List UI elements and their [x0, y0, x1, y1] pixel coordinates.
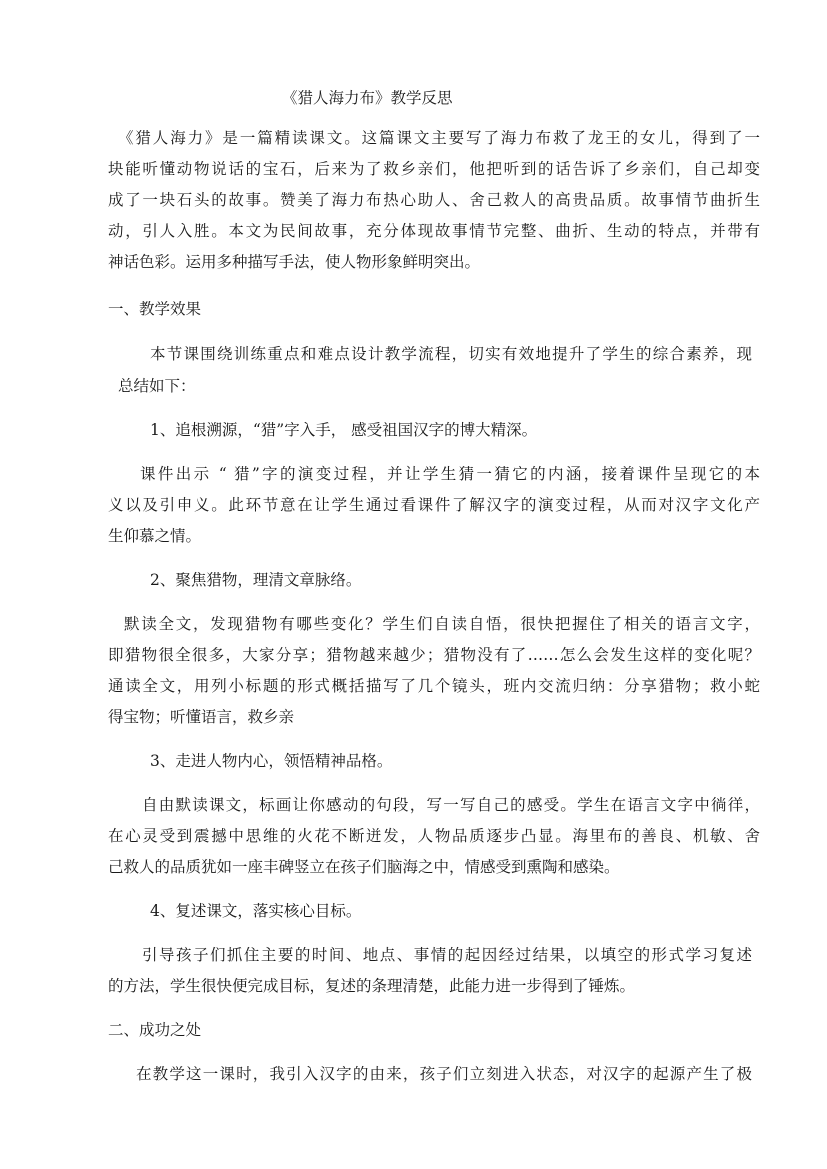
point2-body-line-4: 得宝物；听懂语言，救乡亲	[108, 708, 295, 726]
intro-line-5: 神话色彩。运用多种描写手法，使人物形象鲜明突出。	[108, 253, 481, 271]
point2-body-line-1: 默读全文，发现猎物有哪些变化？学生们自读自悟，很快把握住了相关的语言文字，	[124, 615, 760, 633]
intro-line-1: 《猎人海力》是一篇精读课文。这篇课文主要写了海力布救了龙王的女儿，得到了一	[118, 129, 760, 147]
document-title: 《猎人海力布》教学反思	[282, 89, 453, 107]
point2-body-line-3: 通读全文，用列小标题的形式概括描写了几个镜头，班内交流归纳：分享猎物；救小蛇	[108, 677, 760, 695]
point1-body-line-3: 生仰慕之情。	[108, 527, 202, 545]
point4-heading: 4、复述课文，落实核心目标。	[150, 902, 362, 920]
section1-heading: 一、教学效果	[108, 300, 202, 318]
point3-heading: 3、走进人物内心，领悟精神品格。	[150, 752, 393, 770]
intro-line-3: 成了一块石头的故事。赞美了海力布热心助人、舍己救人的高贵品质。故事情节曲折生	[108, 191, 760, 209]
section1-intro-line-1: 本节课围绕训练重点和难点设计教学流程，切实有效地提升了学生的综合素养，现	[150, 345, 752, 363]
point3-body-line-3: 己救人的品质犹如一座丰碑竖立在孩子们脑海之中，情感受到熏陶和感染。	[108, 858, 620, 876]
section1-intro-line-2: 总结如下：	[118, 377, 196, 395]
point3-body-line-1: 自由默读课文，标画让你感动的句段，写一写自己的感受。学生在语言文字中徜徉，	[142, 796, 760, 814]
point4-body-line-1: 引导孩子们抓住主要的时间、地点、事情的起因经过结果，以填空的形式学习复述	[142, 946, 752, 964]
section2-heading: 二、成功之处	[108, 1021, 202, 1039]
point1-heading: 1、追根溯源，“猎”字入手， 感受祖国汉字的博大精深。	[150, 421, 538, 439]
point4-body-line-2: 的方法，学生很快便完成目标，复述的条理清楚，此能力进一步得到了锤炼。	[108, 977, 636, 995]
point2-heading: 2、聚焦猎物，理清文章脉络。	[150, 571, 362, 589]
point1-body-line-2: 义以及引申义。此环节意在让学生通过看课件了解汉字的演变过程，从而对汉字文化产	[108, 496, 760, 514]
intro-line-4: 动，引人入胜。本文为民间故事，充分体现故事情节完整、曲折、生动的特点，并带有	[108, 222, 760, 240]
section2-body-line-1: 在教学这一课时，我引入汉字的由来，孩子们立刻进入状态，对汉字的起源产生了极	[136, 1065, 752, 1083]
point1-body-line-1: 课件出示 “ 猎”字的演变过程，并让学生猜一猜它的内涵，接着课件呈现它的本	[140, 465, 760, 483]
point3-body-line-2: 在心灵受到震撼中思维的火花不断迸发，人物品质逐步凸显。海里布的善良、机敏、舍	[108, 827, 760, 845]
point2-body-line-2: 即猎物很全很多，大家分享；猎物越来越少；猎物没有了……怎么会发生这样的变化呢？	[108, 646, 760, 664]
intro-line-2: 块能听懂动物说话的宝石，后来为了救乡亲们，他把听到的话告诉了乡亲们，自己却变	[108, 160, 760, 178]
